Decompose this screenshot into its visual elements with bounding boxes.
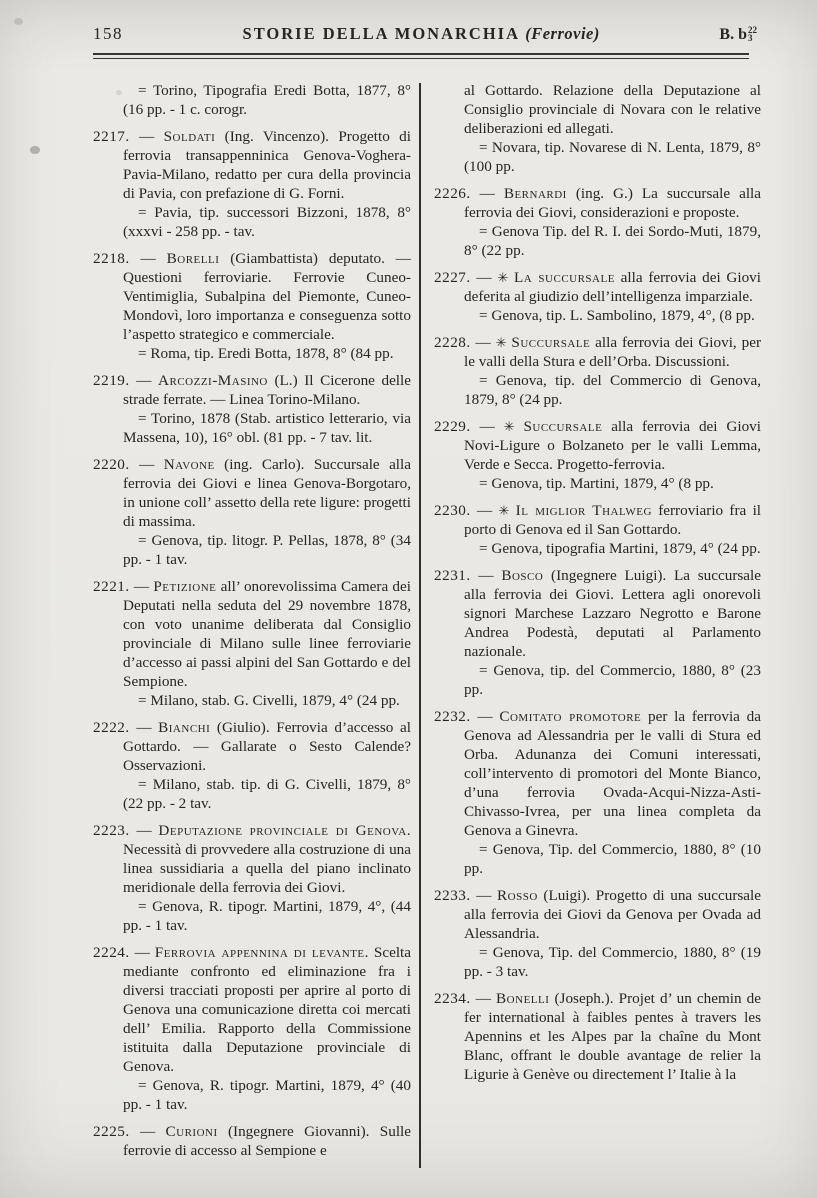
entry-number: 2232.: [434, 708, 471, 725]
imprint-line: = Genova, tip. Martini, 1879, 4° (8 pp.: [479, 475, 714, 492]
imprint-line: = Milano, stab. tip. di G. Civelli, 1879, 8° (22 pp. - 2 tav.: [123, 776, 411, 812]
entry-number: 2221.: [93, 578, 130, 595]
imprint-line: = Genova, tip. litogr. P. Pellas, 1878, 8° (34 pp. - 1 tav.: [123, 532, 411, 568]
star-icon: ✳: [495, 335, 507, 350]
entry-number: 2234.: [434, 990, 471, 1007]
entry-body: al Gottardo. Relazione della Deputazione al Consiglio provinciale di Novara con le relative deliberazioni ed allegati.: [464, 82, 761, 137]
entry-heading: Bonelli: [496, 990, 550, 1007]
entry-number: 2223.: [93, 822, 130, 839]
page-number: 158: [93, 24, 123, 43]
entry-heading: Ferrovia appennina di levante.: [154, 944, 369, 961]
column-left: [93, 81, 411, 1168]
bib-entry-2226: [434, 184, 761, 260]
bib-entry-2227: [434, 268, 761, 325]
entry-heading: Rosso: [497, 887, 538, 904]
running-head-title: STORIE DELLA MONARCHIA: [242, 24, 520, 43]
entry-heading: Soldati: [163, 128, 216, 145]
imprint-line: = Genova, tip. del Commercio di Genova, 1879, 8° (24 pp.: [464, 372, 761, 408]
entry-heading: Succursale: [511, 334, 591, 351]
entry-heading: Bernardi: [503, 185, 567, 202]
bib-entry-2232: [434, 707, 761, 878]
shelfmark-base: B. b: [719, 26, 747, 43]
entry-body: 2224. — Ferrovia appennina di levante. Scelta mediante confronto ed eliminazione fra i diversi tracciati proposti per aprire al porto di Genova una comunicazione diretta coi mercati dell’ Emilia. Rapporto della Commissione istituita dalla Deputazione provinciale di Genova.: [93, 944, 412, 1075]
entry-body: 2223. — Deputazione provinciale di Genova. Necessità di provvedere alla costruzione di una linea sussidiaria a quella del piano inclinato meridionale della ferrovia dei Giovi.: [93, 822, 411, 896]
entry-body: 2220. — Navone (ing. Carlo). Succursale alla ferrovia dei Giovi e linea Genova-Borgotaro, in unione coll’ assetto della rete ligure: progetti di massima.: [93, 456, 411, 530]
bib-entry-2217: [93, 127, 411, 241]
imprint-line: = Genova, R. tipogr. Martini, 1879, 4° (40 pp. - 1 tav.: [123, 1077, 411, 1113]
entry-number: 2222.: [93, 719, 130, 736]
entry-number: 2220.: [93, 456, 130, 473]
entry-body: 2217. — Soldati (Ing. Vincenzo). Progetto di ferrovia transappenninica Genova-Voghera-Pavia-Milano, redatto per cura della provincia di Pavia, con prefazione di G. Forni.: [93, 128, 411, 202]
entry-number: 2228.: [434, 334, 471, 351]
bib-entry-2231: [434, 566, 761, 699]
imprint-line: = Genova, R. tipogr. Martini, 1879, 4°, (44 pp. - 1 tav.: [123, 898, 411, 934]
imprint-line: = Roma, tip. Eredi Botta, 1878, 8° (84 pp.: [138, 345, 394, 362]
scan-speck: [116, 90, 122, 95]
bib-entry-2219: [93, 371, 411, 447]
bib-entry-2228: [434, 333, 761, 409]
bib-entry-2221: [93, 577, 411, 710]
entry-body: 2222. — Bianchi (Giulio). Ferrovia d’accesso al Gottardo. — Gallarate o Sesto Calende? Osservazioni.: [93, 719, 411, 774]
text-columns: [0, 59, 817, 1168]
star-icon: ✳: [503, 419, 515, 434]
bib-entry-2225: [93, 1122, 411, 1160]
entry-heading: La succursale: [513, 269, 615, 286]
imprint-line: = Genova, Tip. del Commercio, 1880, 8° (10 pp.: [464, 841, 761, 877]
imprint-line: = Genova, tipografia Martini, 1879, 4° (24 pp.: [479, 540, 761, 557]
bib-entry-2218: [93, 249, 411, 363]
bib-entry-2233: [434, 886, 761, 981]
imprint-line: = Genova Tip. del R. I. dei Sordo-Muti, 1879, 8° (22 pp.: [464, 223, 761, 259]
entry-heading: Navone: [163, 456, 215, 473]
entry-number: 2233.: [434, 887, 471, 904]
entry-number: 2218.: [93, 250, 130, 267]
imprint-line: = Pavia, tip. successori Bizzoni, 1878, 8° (xxxvi - 258 pp. - tav.: [123, 204, 411, 240]
imprint-line: = Genova, tip. del Commercio, 1880, 8° (23 pp.: [464, 662, 761, 698]
entry-number: 2230.: [434, 502, 471, 519]
entry-heading: Curioni: [165, 1123, 218, 1140]
entry-heading: Succursale: [523, 418, 603, 435]
entry-body: 2226. — Bernardi (ing. G.) La succursale alla ferrovia dei Giovi, considerazioni e proposte.: [434, 185, 761, 221]
entry-heading: Petizione: [153, 578, 217, 595]
entry-body: 2231. — Bosco (Ingegnere Luigi). La succursale alla ferrovia dei Giovi. Lettera agli onorevoli signori Marchese Lazzaro Negrotto e Barone Andrea Podestà, deputati al Parlamento nazionale.: [434, 567, 761, 660]
entry-number: 2224.: [93, 944, 130, 961]
entry-body: 2232. — Comitato promotore per la ferrovia da Genova ad Alessandria per le valli di Stura ed Orba. Adunanza dei Comuni interessati, coll’intervento di promotori del Monte Bianco, d’una ferrovia Ovada-Acqui-Nizza-Asti-Chivasso-Ivrea, per una linea completa da Genova a Ginevra.: [434, 708, 761, 839]
imprint-line: = Genova, Tip. del Commercio, 1880, 8° (19 pp. - 3 tav.: [464, 944, 761, 980]
entry-heading: Arcozzi-Masino: [158, 372, 268, 389]
entry-number: 2227.: [434, 269, 471, 286]
entry-body: 2233. — Rosso (Luigi). Progetto di una succursale alla ferrovia dei Giovi da Genova per Ovada ad Alessandria.: [434, 887, 761, 942]
entry-number: 2226.: [434, 185, 471, 202]
entry-number: 2217.: [93, 128, 130, 145]
entry-body: 2234. — Bonelli (Joseph.). Projet d’ un chemin de fer international à faibles pentes à travers les Apennins et les Alpes par la chaîne du Mont Blanc, offrant le double avantage de relier la Ligurie à Genève ou directement l’ Italie à la: [434, 990, 762, 1083]
imprint-line: = Novara, tip. Novarese di N. Lenta, 1879, 8° (100 pp.: [464, 139, 761, 175]
entry-body: 2230. — ✳ Il miglior Thalweg ferroviario fra il porto di Genova ed il San Gottardo.: [434, 502, 762, 538]
entry-number: 2219.: [93, 372, 130, 389]
bib-entry-2230: [434, 501, 761, 558]
bib-entry-2234: [434, 989, 761, 1084]
bib-entry-continuation: [93, 81, 411, 119]
running-head-subtitle: (Ferrovie): [525, 24, 600, 43]
entry-body: 2221. — Petizione all’ onorevolissima Camera dei Deputati nella seduta del 29 novembre 1878, con voto unanime deliberata dal Consiglio provinciale di Milano sulle linee ferroviarie d’accesso ai passi alpini del San Gottardo e del Sempione.: [93, 578, 411, 690]
star-icon: ✳: [498, 503, 510, 518]
page-header: [0, 0, 817, 44]
entry-body: 2219. — Arcozzi-Masino (L.) Il Cicerone delle strade ferrate. — Linea Torino-Milano.: [93, 372, 411, 408]
entry-body: 2225. — Curioni (Ingegnere Giovanni). Sulle ferrovie di accesso al Sempione e: [93, 1123, 411, 1159]
entry-number: 2231.: [434, 567, 471, 584]
entry-number: 2229.: [434, 418, 471, 435]
imprint-line: = Genova, tip. L. Sambolino, 1879, 4°, (8 pp.: [479, 307, 755, 324]
imprint-line: = Torino, 1878 (Stab. artistico letterario, via Massena, 10), 16° obl. (81 pp. - 7 tav. lit.: [123, 410, 411, 446]
bib-entry-continuation: [434, 81, 761, 176]
entry-body: 2218. — Borelli (Giambattista) deputato. — Questioni ferroviarie. Ferrovie Cuneo-Ventimiglia, Subalpina del Piemonte, Cuneo-Mondovì, loro importanza e conseguenza sotto l’aspetto strategico e commerciale.: [93, 250, 411, 343]
entry-body: 2228. — ✳ Succursale alla ferrovia dei Giovi, per le valli della Stura e dell’Orba. Discussioni.: [434, 334, 762, 370]
entry-heading: Bianchi: [158, 719, 211, 736]
entry-body: 2229. — ✳ Succursale alla ferrovia dei Giovi Novi-Ligure o Bolzaneto per le valli Lemma, Verde e Secca. Progetto-ferrovia.: [434, 418, 761, 473]
shelfmark-sub: 3: [748, 33, 753, 43]
shelfmark-fraction: [748, 26, 757, 42]
column-divider-rule: [419, 83, 421, 1168]
entry-heading: Comitato promotore: [499, 708, 642, 725]
imprint-line: = Milano, stab. G. Civelli, 1879, 4° (24 pp.: [138, 692, 400, 709]
shelfmark: [719, 26, 757, 44]
bib-entry-2224: [93, 943, 411, 1114]
running-head: [123, 24, 719, 44]
entry-body: 2227. — ✳ La succursale alla ferrovia dei Giovi deferita al giudizio dell’intelligenza imparziale.: [434, 269, 761, 305]
entry-heading: Bosco: [501, 567, 544, 584]
imprint-line: = Torino, Tipografia Eredi Botta, 1877, 8° (16 pp. - 1 c. corogr.: [123, 82, 411, 118]
scan-speck: [30, 146, 40, 154]
bib-entry-2229: [434, 417, 761, 493]
column-right: [434, 81, 761, 1168]
star-icon: ✳: [497, 270, 509, 285]
shelfmark-sup: 22: [748, 25, 757, 35]
entry-heading: Il miglior Thalweg: [515, 502, 652, 519]
bib-entry-2222: [93, 718, 411, 813]
entry-heading: Borelli: [166, 250, 220, 267]
scan-speck: [14, 18, 23, 25]
bib-entry-2220: [93, 455, 411, 569]
bib-entry-2223: [93, 821, 411, 935]
entry-heading: Deputazione provinciale di Genova.: [158, 822, 411, 839]
entry-number: 2225.: [93, 1123, 130, 1140]
